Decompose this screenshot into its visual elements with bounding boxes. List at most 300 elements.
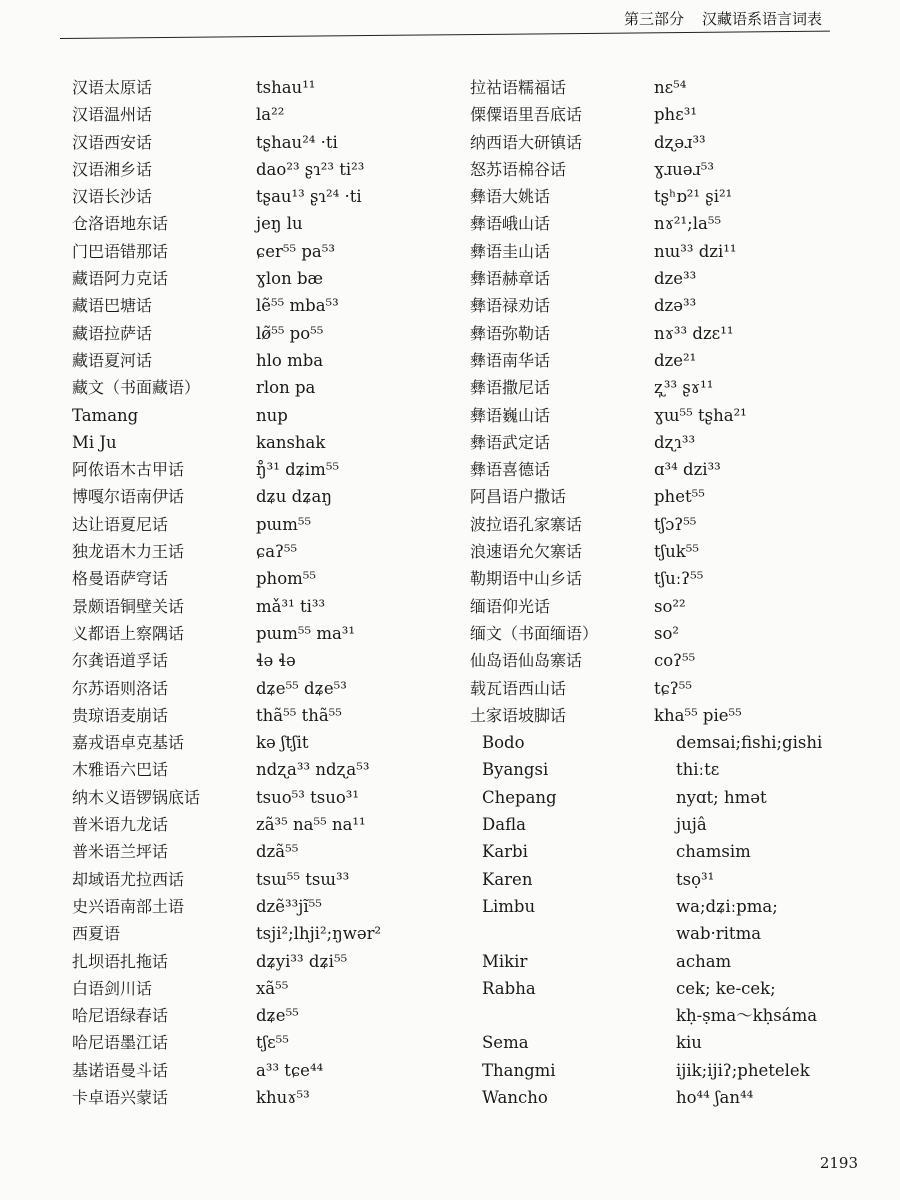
entry-row <box>470 265 870 292</box>
word-form-line: ɑ³⁴ dzi³³ <box>654 460 721 480</box>
word-form-line: zã³⁵ na⁵⁵ na¹¹ <box>256 815 366 835</box>
word-form <box>256 456 339 483</box>
word-form <box>256 183 362 210</box>
word-form <box>256 784 359 811</box>
entry-row <box>470 838 870 865</box>
word-form <box>256 702 342 729</box>
word-form-line: phet⁵⁵ <box>654 487 705 507</box>
entry-row <box>72 292 472 319</box>
word-form <box>256 620 355 647</box>
word-form <box>256 511 311 538</box>
word-form-line: ho⁴⁴ ʃan⁴⁴ <box>676 1087 754 1107</box>
word-form-line: nup <box>256 405 288 425</box>
entry-row <box>470 483 870 510</box>
word-form <box>256 74 315 101</box>
word-form <box>654 593 686 620</box>
entry-row <box>72 374 472 401</box>
language-name: 藏文（书面藏语） <box>72 378 201 398</box>
language-name: 勒期语中山乡话 <box>470 569 583 589</box>
running-header <box>624 8 822 29</box>
language-name: 义都语上察隅话 <box>72 623 185 643</box>
word-form-line: dao²³ ʂɿ²³ ti²³ <box>256 159 365 179</box>
word-form <box>676 893 778 948</box>
language-name: 仓洛语地东话 <box>72 214 169 234</box>
word-form-line: phom⁵⁵ <box>256 569 316 589</box>
word-form <box>654 320 733 347</box>
entry-row <box>72 483 472 510</box>
word-form <box>256 1084 310 1111</box>
word-form <box>654 511 696 538</box>
word-form <box>654 183 732 210</box>
entry-row <box>72 975 472 1002</box>
word-form-line: rlon pa <box>256 378 316 398</box>
entry-row <box>72 156 472 183</box>
entry-row <box>470 210 870 237</box>
language-name: 彝语巍山话 <box>470 405 551 425</box>
language-name: 藏语拉萨话 <box>72 323 153 343</box>
word-form-line: pɯm⁵⁵ ma³¹ <box>256 623 356 643</box>
entry-row <box>470 565 870 592</box>
language-name: 缅文（书面缅语） <box>470 623 599 643</box>
word-form-line: demsai;fishi;gishi <box>676 733 823 753</box>
word-form-line: pɯm⁵⁵ <box>256 514 312 534</box>
word-form-line: ndʐa³³ ndʐa⁵³ <box>256 760 370 780</box>
word-form <box>654 265 696 292</box>
language-name: 浪速语允欠寨话 <box>470 542 583 562</box>
entry-row <box>470 975 870 1030</box>
language-name: 景颇语铜壁关话 <box>72 596 185 616</box>
entry-row <box>470 620 870 647</box>
word-form <box>676 811 707 838</box>
entry-row <box>470 292 870 319</box>
word-form <box>256 975 288 1002</box>
language-name: 白语剑川话 <box>72 978 153 998</box>
entry-row <box>72 265 472 292</box>
word-form-line: tsọ³¹ <box>676 869 715 889</box>
word-form <box>676 866 714 893</box>
word-form-line: ŋ̊³¹ dʑim⁵⁵ <box>256 460 340 480</box>
word-form <box>654 702 742 729</box>
language-name: 阿昌语户撒话 <box>470 487 567 507</box>
entry-row <box>72 210 472 237</box>
entry-row <box>72 101 472 128</box>
word-form <box>256 129 338 156</box>
word-form-line: dʑyi³³ dʑi⁵⁵ <box>256 951 348 971</box>
word-form <box>654 429 695 456</box>
language-name: 基诺语曼斗话 <box>72 1060 169 1080</box>
language-name: Limbu <box>482 896 536 916</box>
entry-row <box>72 620 472 647</box>
word-form-line: kḥ-ṣma～kḥsáma <box>676 1006 818 1026</box>
language-name: 藏语阿力克话 <box>72 269 169 289</box>
word-form-line: thã⁵⁵ thã⁵⁵ <box>256 705 342 725</box>
entry-row <box>470 866 870 893</box>
entry-row <box>470 456 870 483</box>
word-form-line: dzə³³ <box>654 296 697 316</box>
word-form-line: kanshak <box>256 432 326 452</box>
entry-row <box>72 784 472 811</box>
language-name: 彝语武定话 <box>470 432 551 452</box>
entry-row <box>72 893 472 920</box>
language-name: 纳西语大研镇话 <box>470 132 583 152</box>
language-name: 门巴语错那话 <box>72 241 169 261</box>
language-name: 仙岛语仙岛寨话 <box>470 651 583 671</box>
word-form-line: dʑu dʑaŋ <box>256 487 332 507</box>
word-form <box>676 975 817 1030</box>
language-name: 扎坝语扎拖话 <box>72 951 169 971</box>
entry-row <box>470 347 870 374</box>
entry-row <box>470 675 870 702</box>
entry-row <box>72 429 472 456</box>
word-form <box>256 593 325 620</box>
word-form <box>256 156 364 183</box>
language-name: Karbi <box>482 842 528 862</box>
word-form <box>654 402 747 429</box>
word-form-line: ʐ̩³³ ʂɤ¹¹ <box>654 378 714 398</box>
word-form <box>654 347 696 374</box>
language-name: 卡卓语兴蒙话 <box>72 1087 169 1107</box>
word-form-line: thiːtɛ <box>676 760 720 780</box>
word-form <box>654 483 705 510</box>
word-form <box>256 292 339 319</box>
word-form-line: la²² <box>256 105 285 125</box>
word-form-line: ɣɹuəɹ⁵³ <box>654 159 715 179</box>
entry-row <box>72 565 472 592</box>
word-form-line: acham <box>676 951 732 971</box>
language-name: 载瓦语西山话 <box>470 678 567 698</box>
word-form <box>256 729 309 756</box>
word-form <box>654 74 686 101</box>
entry-row <box>470 893 870 948</box>
page-number: 2193 <box>819 1154 858 1172</box>
entry-row <box>72 238 472 265</box>
entry-row <box>470 429 870 456</box>
language-name: 普米语兰坪话 <box>72 842 169 862</box>
language-name: 彝语南华话 <box>470 350 551 370</box>
right-column <box>470 74 870 1111</box>
word-form <box>256 920 381 947</box>
word-form-line: cek; ke-cek; <box>676 978 776 998</box>
word-form-line: nɤ²¹;la⁵⁵ <box>654 214 722 234</box>
word-form <box>256 565 316 592</box>
entry-row <box>470 702 870 729</box>
word-form-line: mǎ³¹ ti³³ <box>256 596 326 616</box>
entry-row <box>72 866 472 893</box>
word-form-line: tʃuːʔ⁵⁵ <box>654 569 704 589</box>
language-name: 彝语弥勒话 <box>470 323 551 343</box>
word-form-line: wab·ritma <box>676 924 762 944</box>
word-form <box>654 101 697 128</box>
entry-row <box>72 756 472 783</box>
language-name: 汉语湘乡话 <box>72 159 153 179</box>
entry-row <box>470 156 870 183</box>
entry-row <box>470 402 870 429</box>
entry-row <box>470 729 870 756</box>
word-form-line: tʂhau²⁴ ·ti <box>256 132 338 152</box>
word-form <box>654 156 714 183</box>
language-name: Chepang <box>482 787 557 807</box>
language-name: 彝语大姚话 <box>470 187 551 207</box>
word-form <box>256 538 297 565</box>
word-form-line: jeŋ lu <box>256 214 303 234</box>
language-name: 汉语长沙话 <box>72 187 153 207</box>
word-form-line: ɣɯ⁵⁵ tʂha²¹ <box>654 405 747 425</box>
language-name: Karen <box>482 869 533 889</box>
word-form <box>256 948 347 975</box>
entry-row <box>72 675 472 702</box>
entry-row <box>72 1029 472 1056</box>
word-form <box>676 1084 753 1111</box>
language-name: 缅语仰光话 <box>470 596 551 616</box>
entry-row <box>470 784 870 811</box>
language-name: 拉祜语糯福话 <box>470 78 567 97</box>
entry-row <box>72 647 472 674</box>
word-form <box>256 647 296 674</box>
word-form-line: dzã⁵⁵ <box>256 842 299 862</box>
language-name: 彝语赫章话 <box>470 269 551 289</box>
word-form-line: ijik;ijiʔ;phetelek <box>676 1060 810 1080</box>
language-name: 史兴语南部土语 <box>72 896 185 916</box>
word-form <box>676 1029 702 1056</box>
word-form-line: so²² <box>654 596 686 616</box>
word-form <box>256 811 366 838</box>
entry-row <box>470 374 870 401</box>
entry-row <box>470 101 870 128</box>
language-name: Rabha <box>482 978 536 998</box>
language-name: 格曼语萨穹话 <box>72 569 169 589</box>
word-form <box>256 429 325 456</box>
language-name: 尔龚语道孚话 <box>72 651 169 671</box>
word-form <box>256 347 323 374</box>
entry-row <box>470 756 870 783</box>
word-form <box>676 1057 810 1084</box>
word-form-line: tʂau¹³ ʂɿ²⁴ ·ti <box>256 187 362 207</box>
word-form-line: tɕʔ⁵⁵ <box>654 678 692 698</box>
word-form-line: tʃɛ⁵⁵ <box>256 1033 289 1053</box>
entry-row <box>72 347 472 374</box>
word-form <box>256 402 288 429</box>
word-form-line: nɤ³³ dzɛ¹¹ <box>654 323 734 343</box>
word-form-line: tsɯ⁵⁵ tsɯ³³ <box>256 869 350 889</box>
language-name: Byangsi <box>482 760 549 780</box>
entry-row <box>72 74 472 101</box>
word-form-line: kha⁵⁵ pie⁵⁵ <box>654 705 742 725</box>
language-name: 彝语禄劝话 <box>470 296 551 316</box>
word-form-line: dze²¹ <box>654 350 697 370</box>
entry-row <box>72 129 472 156</box>
entry-row <box>72 183 472 210</box>
word-form-line: lẽ⁵⁵ mba⁵³ <box>256 296 339 316</box>
word-form <box>256 893 322 920</box>
word-form-line: kiu <box>676 1033 702 1053</box>
language-name: Thangmi <box>482 1060 556 1080</box>
entry-row <box>470 811 870 838</box>
language-name: 纳木义语锣锅底话 <box>72 787 201 807</box>
entry-row <box>470 238 870 265</box>
word-form-line: ɣlon bæ <box>256 269 324 289</box>
word-form <box>654 292 696 319</box>
word-form <box>256 374 315 401</box>
language-name: 彝语喜德话 <box>470 460 551 480</box>
language-name: 嘉戎语卓克基话 <box>72 733 185 753</box>
language-name: 独龙语木力王话 <box>72 542 185 562</box>
language-name: 西夏语 <box>72 924 121 944</box>
word-form-line: tʃuk⁵⁵ <box>654 542 699 562</box>
word-form-line: tsji²;lhji²;ŋwər² <box>256 924 382 944</box>
word-form-line: so² <box>654 623 680 643</box>
language-name: 藏语巴塘话 <box>72 296 153 316</box>
word-form-line: tshau¹¹ <box>256 78 316 97</box>
word-form-line: dʑe⁵⁵ <box>256 1006 299 1026</box>
language-name: 贵琼语麦崩话 <box>72 705 169 725</box>
entry-row <box>72 1057 472 1084</box>
entry-row <box>470 1029 870 1056</box>
entry-row <box>72 320 472 347</box>
entry-row <box>72 729 472 756</box>
entry-row <box>470 593 870 620</box>
entry-row <box>470 1084 870 1111</box>
language-name: 尔苏语则洛话 <box>72 678 169 698</box>
word-form-line: lø̃⁵⁵ po⁵⁵ <box>256 323 324 343</box>
word-form <box>654 620 679 647</box>
word-form-line: coʔ⁵⁵ <box>654 651 696 671</box>
language-name: 波拉语孔家寨话 <box>470 514 583 534</box>
entry-row <box>72 1084 472 1111</box>
word-form <box>256 838 298 865</box>
header-title: 汉藏语系语言词表 <box>701 10 822 28</box>
language-name: 木雅语六巴话 <box>72 760 169 780</box>
entry-row <box>470 511 870 538</box>
language-name: Tamang <box>72 405 139 425</box>
language-name: 哈尼语绿春话 <box>72 1006 169 1026</box>
word-form <box>676 784 767 811</box>
entry-row <box>470 647 870 674</box>
word-form <box>256 866 349 893</box>
word-form-line: kə ʃtʃit <box>256 733 309 753</box>
language-name: 哈尼语墨江话 <box>72 1033 169 1053</box>
entry-row <box>470 1057 870 1084</box>
language-name: Mi Ju <box>72 432 117 452</box>
entry-row <box>470 183 870 210</box>
word-form <box>256 101 284 128</box>
word-form-line: chamsim <box>676 842 751 862</box>
word-form <box>256 210 303 237</box>
word-form <box>654 647 695 674</box>
word-form <box>256 1029 289 1056</box>
word-form-line: dzẽ³³jĩ⁵⁵ <box>256 896 322 916</box>
header-rule <box>60 31 830 39</box>
entry-row <box>72 948 472 975</box>
left-column <box>72 74 472 1111</box>
entry-row <box>72 702 472 729</box>
word-form <box>256 238 335 265</box>
word-form-line: hlo mba <box>256 350 324 370</box>
word-form-line: tʃɔʔ⁵⁵ <box>654 514 697 534</box>
entry-row <box>470 74 870 101</box>
word-form <box>256 265 323 292</box>
word-form-line: khuɤ⁵³ <box>256 1087 310 1107</box>
word-form-line: tʂʰɒ²¹ ʂi²¹ <box>654 187 733 207</box>
word-form <box>654 210 721 237</box>
word-form <box>654 565 703 592</box>
word-form-line: a³³ tɕe⁴⁴ <box>256 1060 324 1080</box>
entry-row <box>470 538 870 565</box>
word-form-line: dʐɿ³³ <box>654 432 696 452</box>
entry-row <box>72 456 472 483</box>
word-form-line: nyɑt; hmət <box>676 787 767 807</box>
language-name: 普米语九龙话 <box>72 815 169 835</box>
word-form <box>256 756 369 783</box>
word-form <box>654 238 737 265</box>
language-name: 怒苏语棉谷话 <box>470 159 567 179</box>
language-name: 藏语夏河话 <box>72 350 153 370</box>
entry-row <box>72 920 472 947</box>
word-form <box>654 538 699 565</box>
word-form-line: xã⁵⁵ <box>256 978 289 998</box>
language-name: 彝语圭山话 <box>470 241 551 261</box>
language-name: 博嘎尔语南伊话 <box>72 487 185 507</box>
word-form <box>256 1002 299 1029</box>
word-form-line: nɯ³³ dzi¹¹ <box>654 241 737 261</box>
entry-row <box>72 538 472 565</box>
entry-row <box>470 129 870 156</box>
entry-row <box>470 320 870 347</box>
header-part: 第三部分 <box>623 10 684 28</box>
language-name: 汉语太原话 <box>72 78 153 97</box>
word-form-line: dze³³ <box>654 269 697 289</box>
language-name: 傈僳语里吾底话 <box>470 105 583 125</box>
language-name: Wancho <box>482 1087 548 1107</box>
word-form <box>256 1057 323 1084</box>
word-form <box>256 320 323 347</box>
word-form <box>676 948 731 975</box>
entry-row <box>72 593 472 620</box>
word-form-line: ɕer⁵⁵ pa⁵³ <box>256 241 335 261</box>
word-form-line: jujâ <box>676 815 707 835</box>
language-name: 却域语尤拉西话 <box>72 869 185 889</box>
entry-row <box>72 1002 472 1029</box>
language-name: 彝语撒尼话 <box>470 378 551 398</box>
language-name: 彝语峨山话 <box>470 214 551 234</box>
language-name: 达让语夏尼话 <box>72 514 169 534</box>
language-name: Bodo <box>482 733 525 753</box>
language-name: 阿侬语木古甲话 <box>72 460 185 480</box>
language-name: Sema <box>482 1033 529 1053</box>
entry-row <box>72 511 472 538</box>
language-name: Dafla <box>482 815 526 835</box>
word-form-line: wa;dʑiːpma; <box>676 896 778 916</box>
word-form-line: ɬə ɬə <box>256 651 296 671</box>
word-form <box>676 838 751 865</box>
language-name: 土家语坡脚话 <box>470 705 567 725</box>
word-form-line: nɛ⁵⁴ <box>654 78 687 97</box>
word-form-line: dʐəɹ³³ <box>654 132 706 152</box>
language-name: Mikir <box>482 951 528 971</box>
language-name: 汉语温州话 <box>72 105 153 125</box>
entry-row <box>72 402 472 429</box>
entry-row <box>72 811 472 838</box>
word-form <box>256 483 332 510</box>
word-form <box>654 456 721 483</box>
word-form <box>654 675 692 702</box>
word-form <box>676 756 719 783</box>
word-form <box>654 129 706 156</box>
word-form <box>676 729 822 756</box>
word-form-line: ɕaʔ⁵⁵ <box>256 542 298 562</box>
word-form-line: tsuo⁵³ tsuo³¹ <box>256 787 360 807</box>
word-form-line: dʑe⁵⁵ dʑe⁵³ <box>256 678 347 698</box>
word-form <box>256 675 347 702</box>
